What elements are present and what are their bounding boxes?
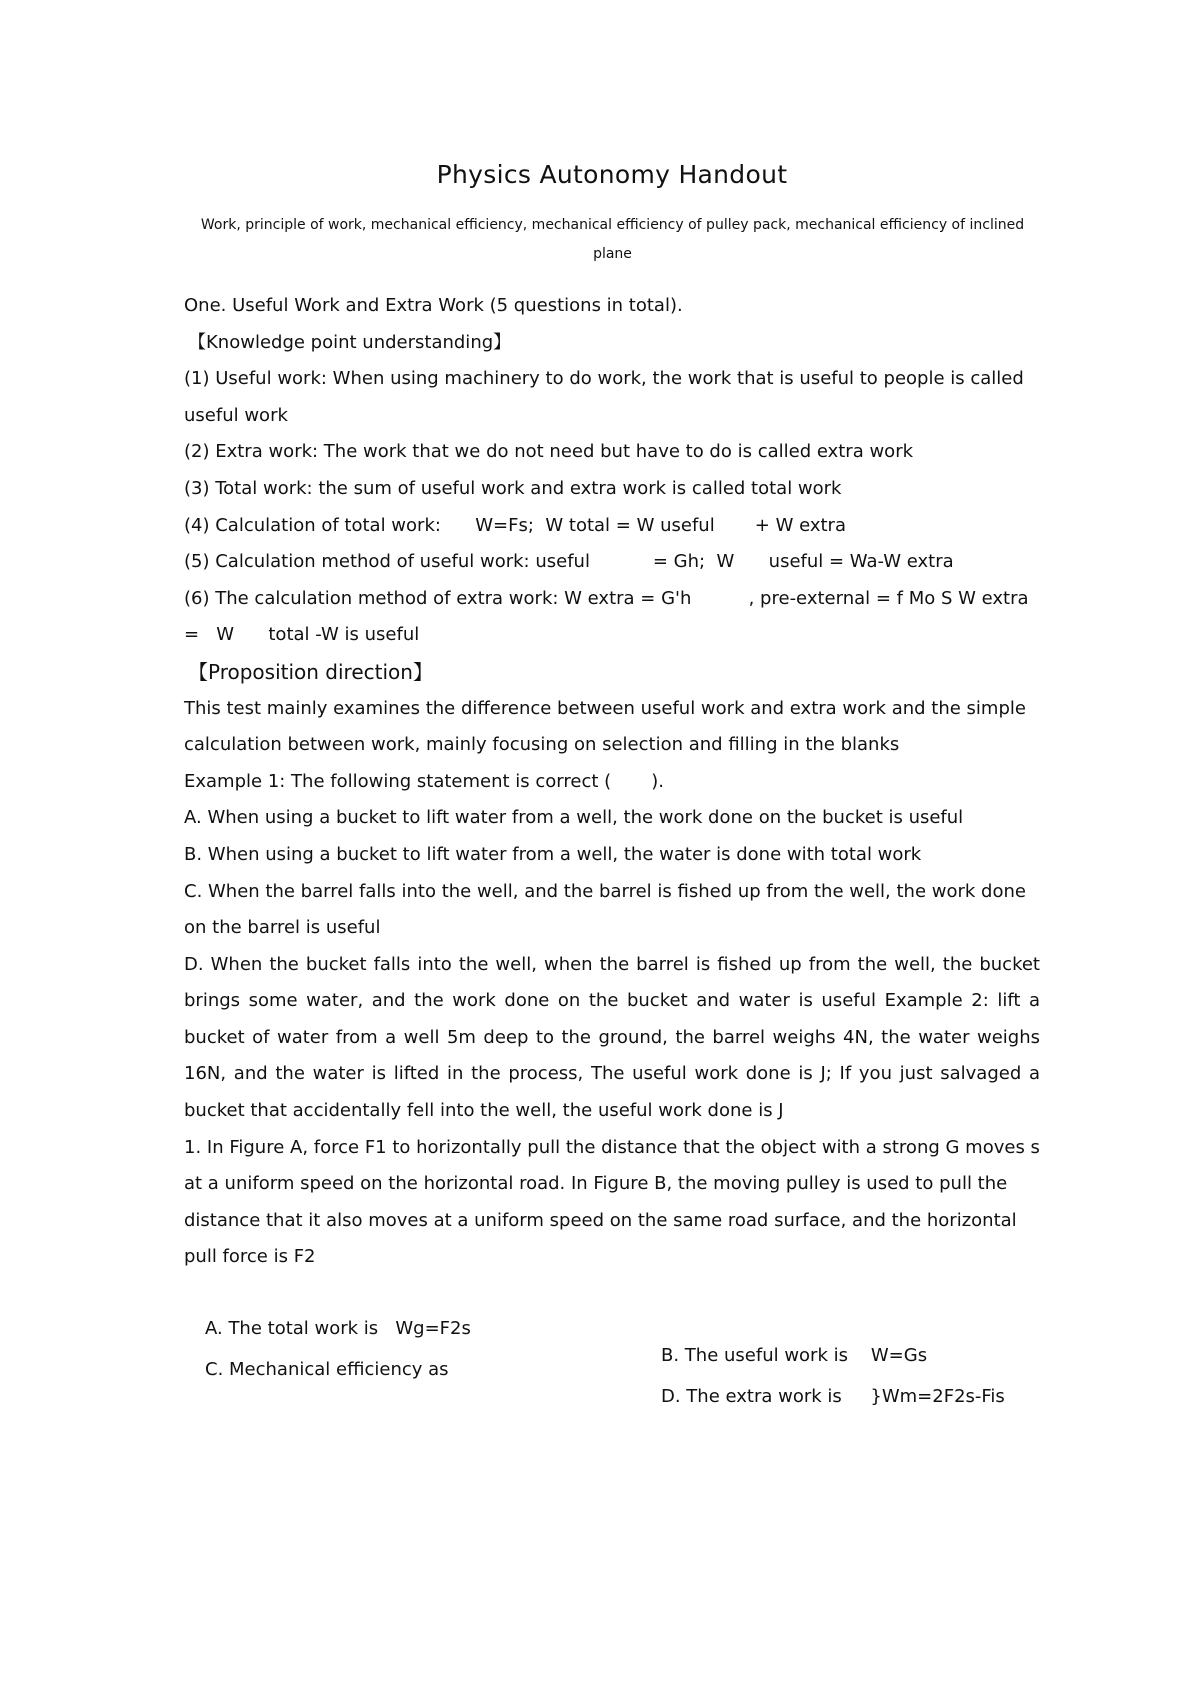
knowledge-point-1: (1) Useful work: When using machinery to do work, the work that is useful to people is called useful work (184, 368, 1024, 426)
example-1-option-c: C. When the barrel falls into the well, and the barrel is fished up from the well, the work done on the barrel is useful (184, 880, 1026, 939)
knowledge-point-4: (4) Calculation of total work: W=Fs; W total = W useful + W extra (184, 514, 846, 536)
proposition-text: This test mainly examines the difference between useful work and extra work and the simple calculation between work, mainly focusing on selection and filling in the blanks (184, 697, 1026, 756)
knowledge-point-3: (3) Total work: the sum of useful work and extra work is called total work (184, 477, 842, 499)
knowledge-point-6: (6) The calculation method of extra work: W extra = G'h , pre-external = f Mo S W extra = W total -W is useful (184, 587, 1035, 646)
page-subtitle: Work, principle of work, mechanical efficiency, mechanical efficiency of pulley pack, mechanical efficiency of inclined plane (200, 217, 1025, 262)
question-1-option-c: C. Mechanical efficiency as (205, 1359, 449, 1380)
section-heading: One. Useful Work and Extra Work (5 questions in total). (184, 295, 683, 316)
knowledge-point-2: (2) Extra work: The work that we do not need but have to do is called extra work (184, 441, 914, 463)
example-1-question: Example 1: The following statement is correct ( ). (184, 770, 664, 792)
knowledge-heading: 【Knowledge point understanding】 (188, 331, 512, 353)
page-title: Physics Autonomy Handout (436, 160, 788, 189)
example-1-option-b: B. When using a bucket to lift water from a well, the water is done with total work (184, 843, 922, 865)
question-1-option-d: D. The extra work is }Wm=2F2s-Fis (661, 1386, 1005, 1407)
question-1: 1. In Figure A, force F1 to horizontally pull the distance that the object with a strong G moves s at a uniform speed on the horizontal road. In Figure B, the moving pulley is used to pull the distance that it also moves at a uniform speed on the same road surface, and the horizontal pull force is F2 (184, 1136, 1040, 1268)
knowledge-point-5: (5) Calculation method of useful work: useful = Gh; W useful = Wa-W extra (184, 551, 954, 573)
example-1-option-a: A. When using a bucket to lift water from a well, the work done on the bucket is useful (184, 807, 964, 829)
proposition-heading: 【Proposition direction】 (188, 659, 433, 684)
question-1-option-b: B. The useful work is W=Gs (661, 1345, 928, 1366)
question-1-option-a: A. The total work is Wg=F2s (205, 1318, 471, 1339)
example-1-option-d: D. When the bucket falls into the well, when the barrel is fished up from the well, the bucket brings some water, and the work done on the bucket and water is useful Example 2: lift a bucket of water from a well 5m deep to the ground, the barrel weighs 4N, the water weighs 16N, and the water is lifted in the process, The useful work done is J; If you just salvaged a bucket that accidentally fell into the well, the useful work done is J (184, 953, 1040, 1122)
document-body (184, 288, 1040, 1276)
